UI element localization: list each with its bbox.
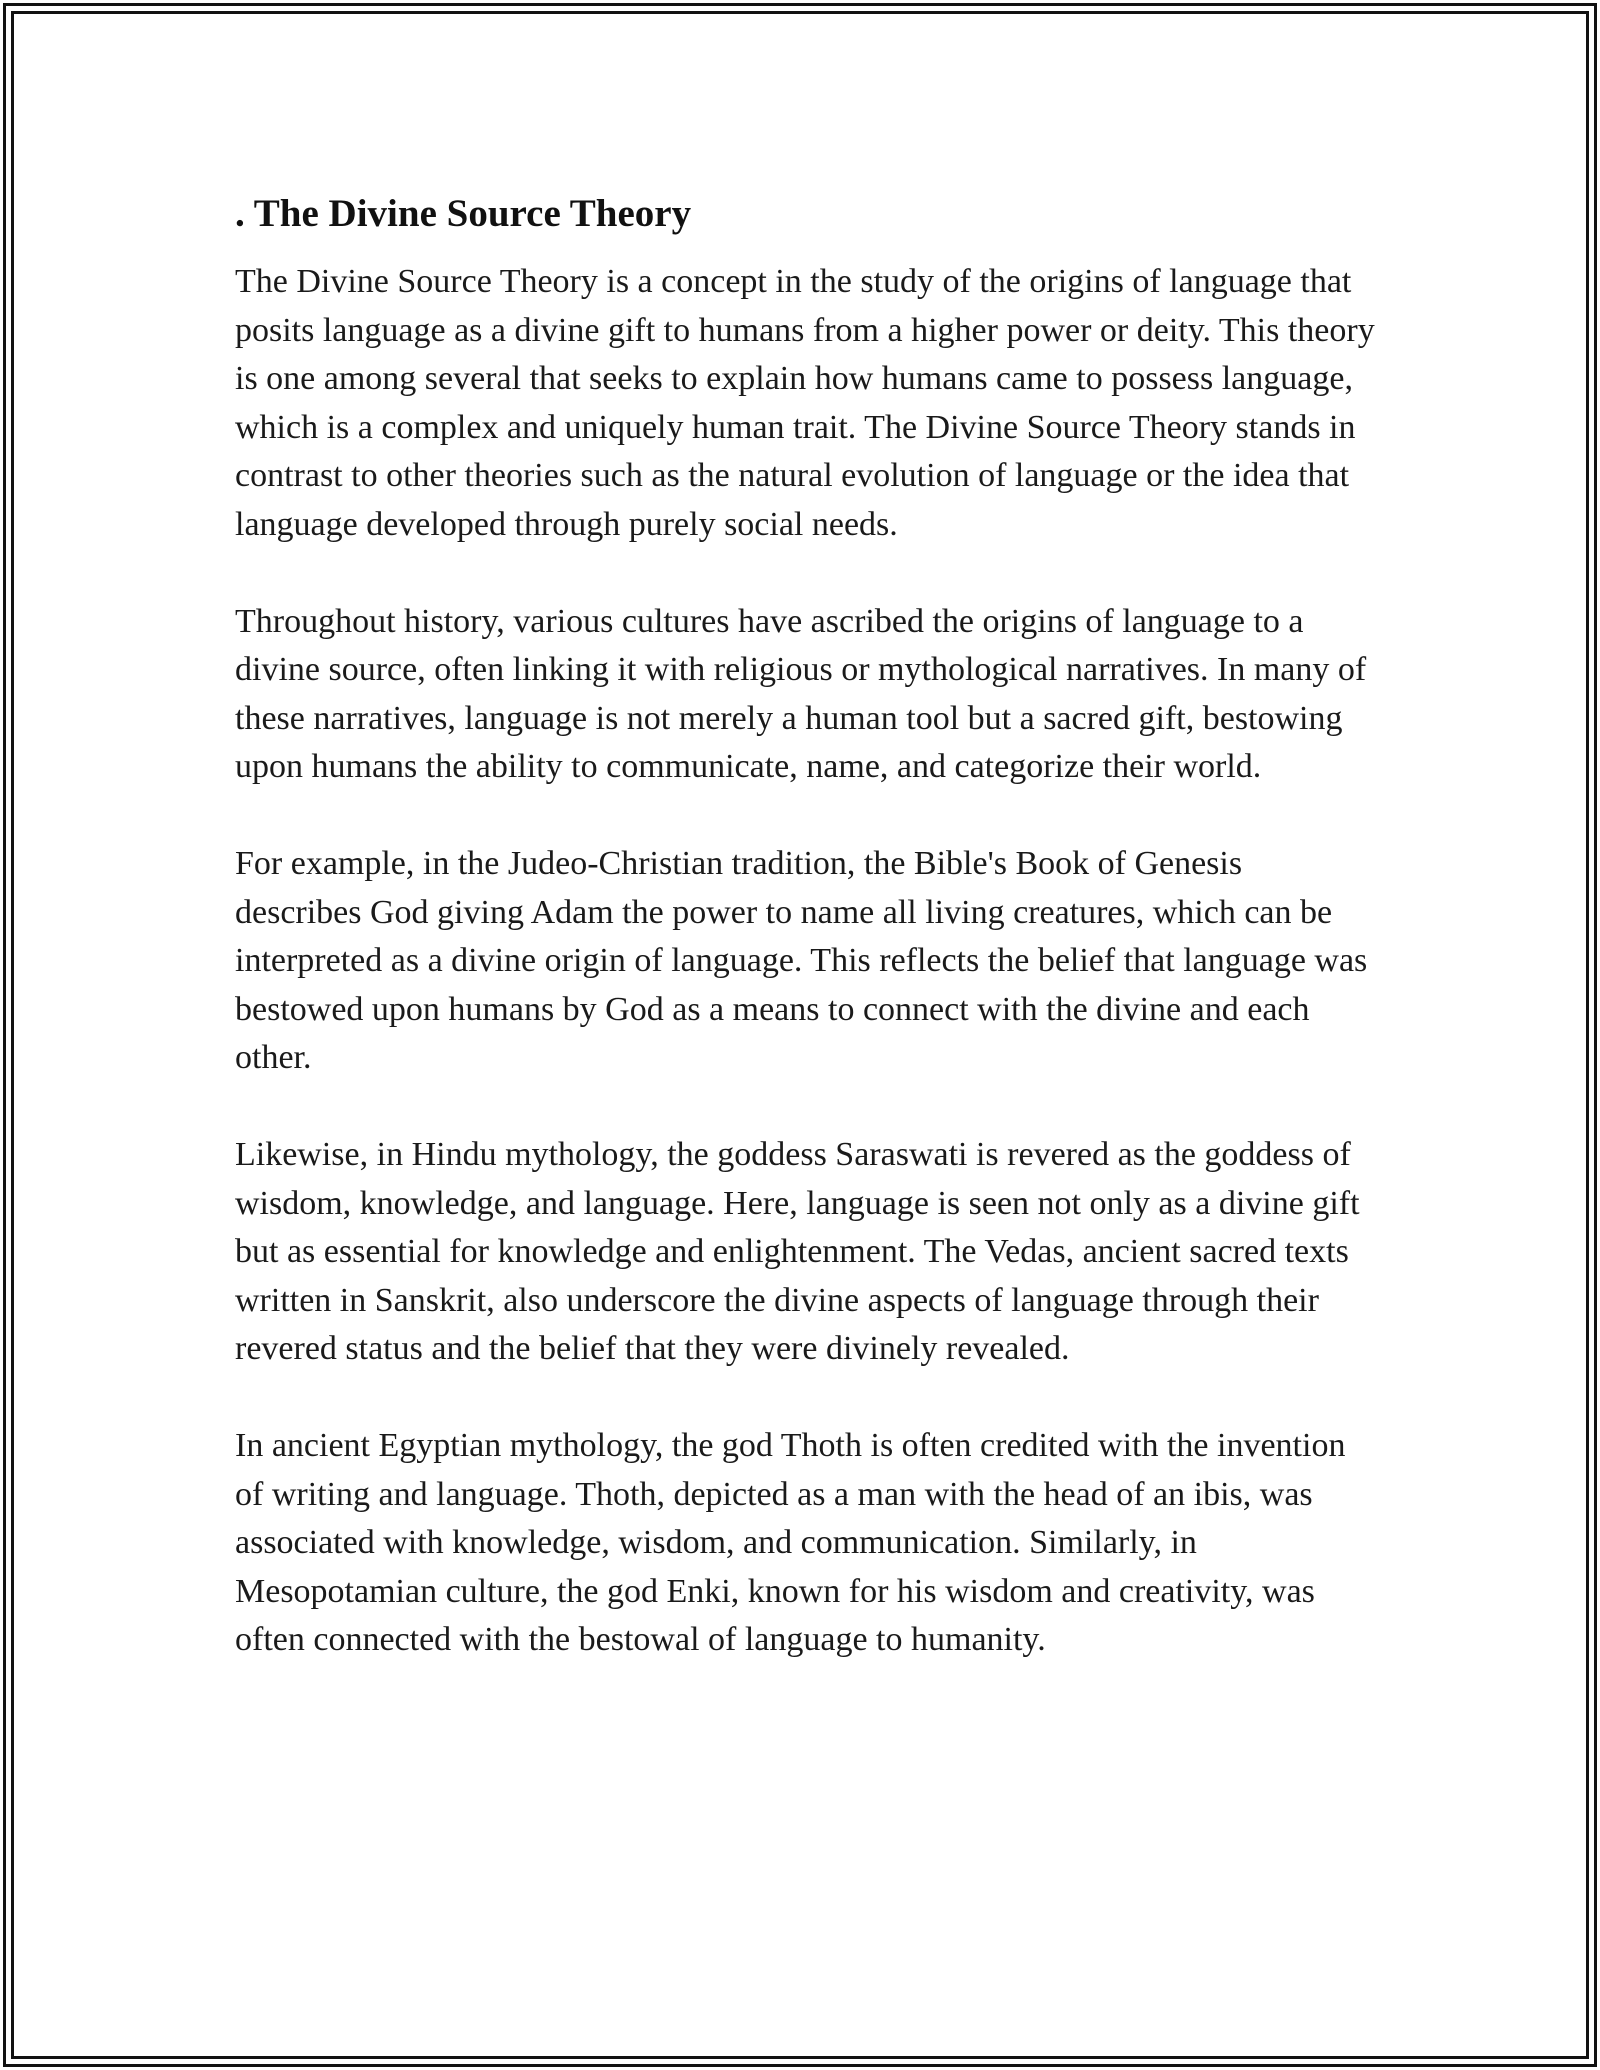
paragraph-egyptian-mesopotamian: In ancient Egyptian mythology, the god Thoth is often credited with the invention of writing and language. Thoth, depicted as a man with the head of an ibis, was associated with knowledge, wisdom, and communication. Similarly, in Mesopotamian culture, the god Enki, known for his wisdom and creativity, was often connected with the bestowal of language to humanity. (235, 1427, 1346, 1658)
paragraph-judeo-christian: For example, in the Judeo-Christian tradition, the Bible's Book of Genesis describes God giving Adam the power to name all living creatures, which can be interpreted as a divine origin of language. This reflects the belief that language was bestowed upon humans by God as a means to connect with the divine and each other. (235, 845, 1368, 1076)
document-body (235, 188, 1375, 1665)
paragraph-history: Throughout history, various cultures have ascribed the origins of language to a divine source, often linking it with religious or mythological narratives. In many of these narratives, language is not merely a human tool but a sacred gift, bestowing upon humans the ability to communicate, name, and categorize their world. (235, 602, 1367, 785)
paragraph-hindu: Likewise, in Hindu mythology, the goddess Saraswati is revered as the goddess of wisdom, knowledge, and language. Here, language is seen not only as a divine gift but as essential for knowledge and enlightenment. The Vedas, ancient sacred texts written in Sanskrit, also underscore the divine aspects of language through their revered status and the belief that they were divinely revealed. (235, 1136, 1360, 1367)
paragraph-intro: The Divine Source Theory is a concept in the study of the origins of language that posits language as a divine gift to humans from a higher power or deity. This theory is one among several that seeks to explain how humans came to possess language, which is a complex and uniquely human trait. The Divine Source Theory stands in contrast to other theories such as the natural evolution of language or the idea that language developed through purely social needs. (235, 263, 1375, 543)
section-title: . The Divine Source Theory (235, 192, 692, 235)
